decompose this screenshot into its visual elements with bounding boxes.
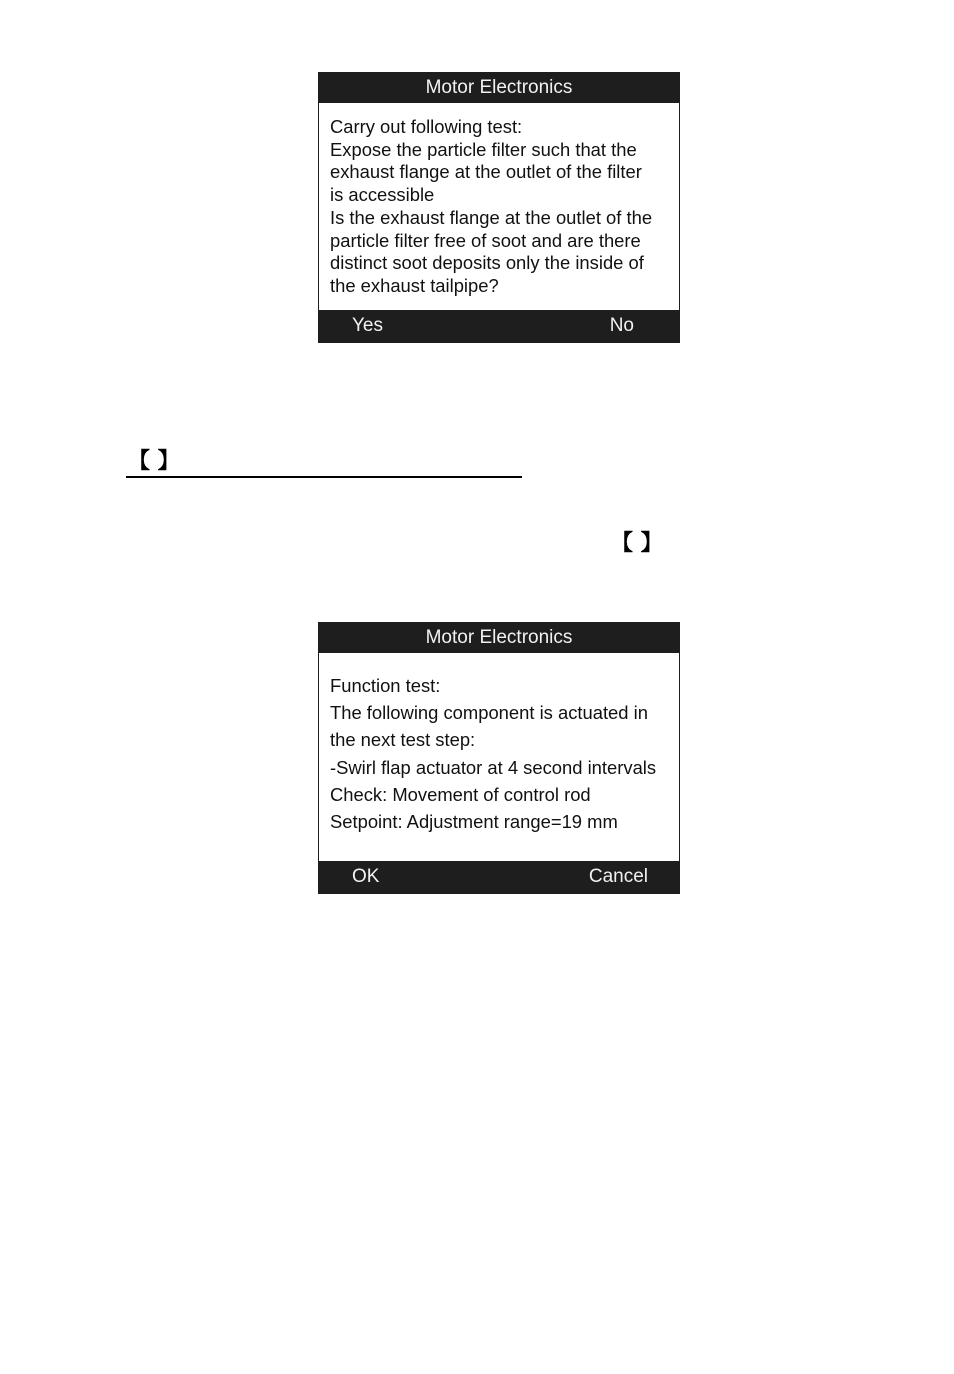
- section-heading-underline: [126, 476, 522, 478]
- message-line: Carry out following test:: [330, 116, 523, 137]
- dialog-screen-dpf-test: [318, 72, 680, 343]
- message-line: Is the exhaust flange at the outlet of the: [330, 206, 653, 228]
- dialog-button-bar: [319, 861, 679, 893]
- message-line: the exhaust tailpipe?: [330, 274, 499, 296]
- message-line: is accessible: [330, 184, 435, 206]
- message-line: distinct soot deposits only the inside of: [330, 252, 644, 274]
- dialog-screen-function-test: [318, 622, 680, 894]
- message-line: particle filter free of soot and are there: [330, 229, 641, 251]
- message-line: Expose the particle filter such that the: [330, 138, 637, 160]
- yes-button[interactable]: Yes: [352, 315, 383, 336]
- inline-key-bracket: 【 】: [611, 531, 663, 556]
- message-line: exhaust flange at the outlet of the filter: [330, 161, 642, 183]
- message-line: Setpoint: Adjustment range=19 mm: [330, 811, 618, 833]
- message-line: the next test step:: [330, 729, 476, 751]
- dialog-message: [330, 672, 673, 835]
- cancel-button[interactable]: Cancel: [588, 866, 648, 887]
- message-line: Function test:: [330, 675, 441, 696]
- message-line: The following component is actuated in: [330, 702, 648, 724]
- ok-button[interactable]: OK: [352, 866, 380, 887]
- dialog-title: Motor Electronics: [319, 73, 679, 103]
- dialog-title: Motor Electronics: [319, 623, 679, 653]
- message-line: -Swirl flap actuator at 4 second intervals: [330, 756, 657, 778]
- message-line: Check: Movement of control rod: [330, 783, 591, 805]
- no-button[interactable]: No: [609, 315, 634, 336]
- section-heading-bracket: 【 】: [128, 449, 180, 474]
- dialog-message: [330, 116, 673, 298]
- dialog-button-bar: [319, 310, 679, 342]
